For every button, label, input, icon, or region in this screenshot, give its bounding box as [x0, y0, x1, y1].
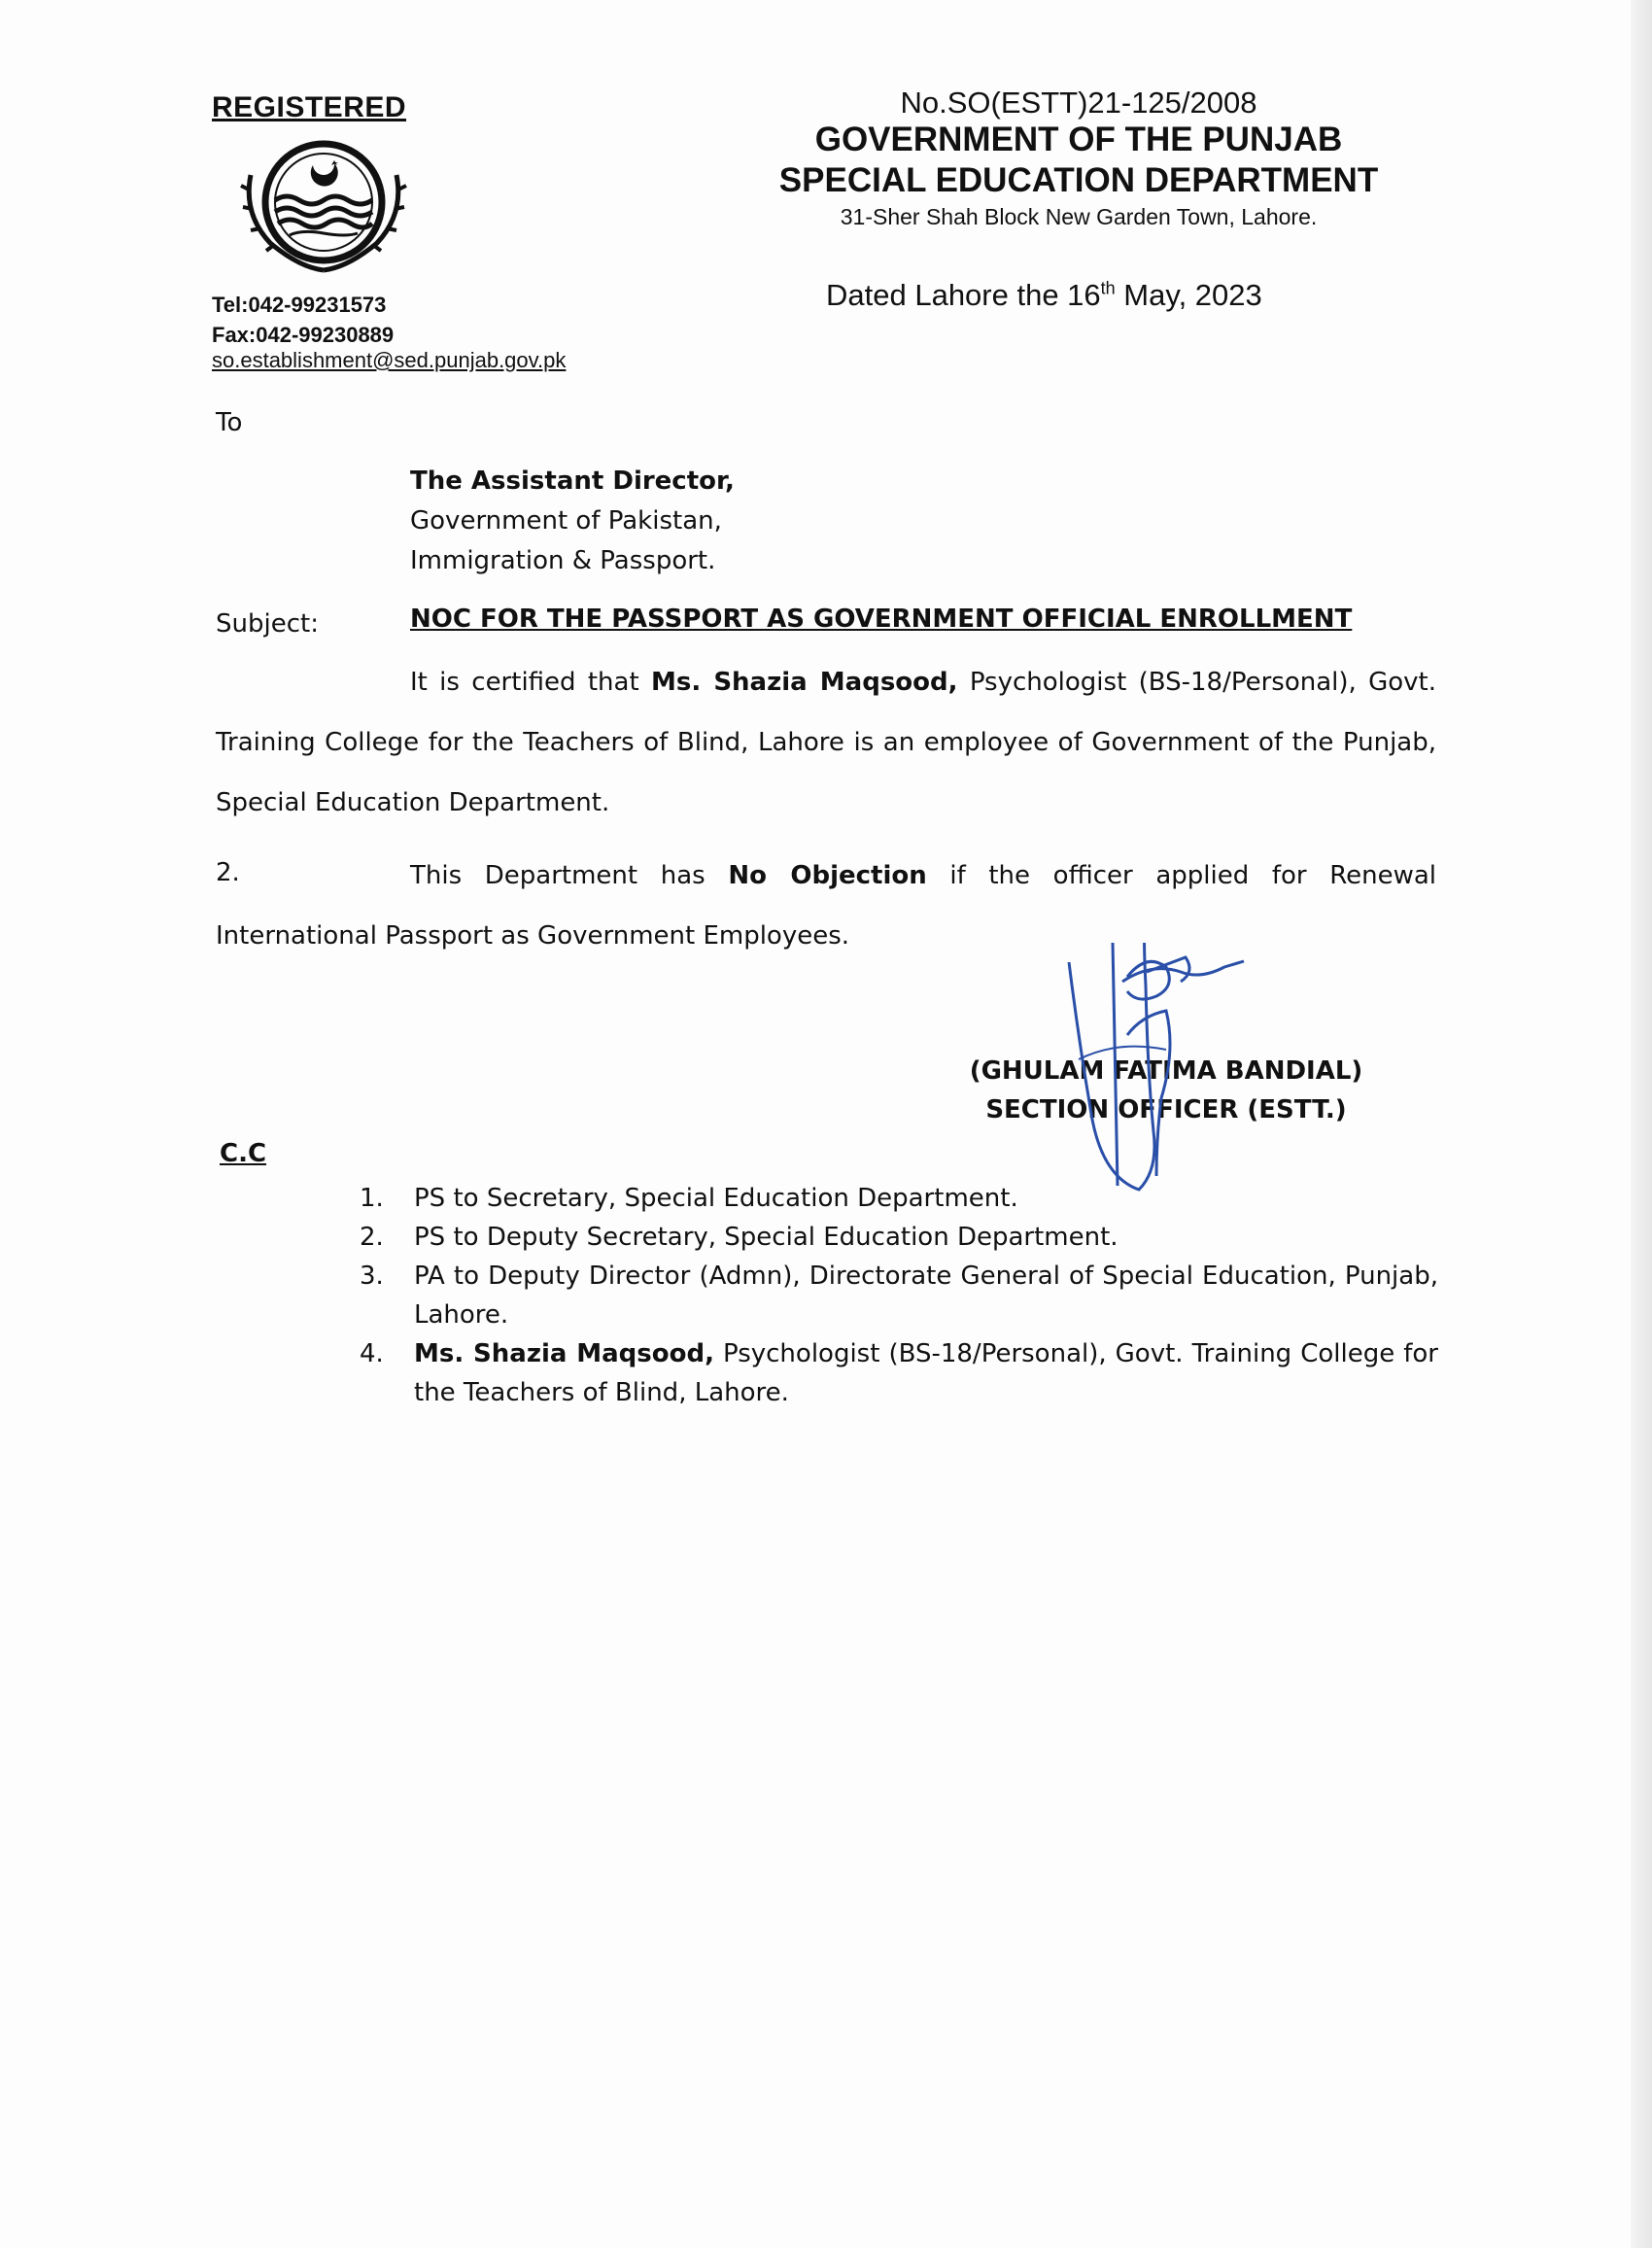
- paragraph-2-rest: if the officer applied for Renewal International Passport as Government Employees.: [216, 861, 1436, 951]
- cc-item: [360, 1257, 1438, 1334]
- paragraph-1-rest: Psychologist (BS-18/Personal), Govt. Training College for the Teachers of Blind, Lahore is an employee of Government of the Punjab, Special Education Department.: [216, 668, 1436, 817]
- recipient-organization: Government of Pakistan,: [410, 506, 722, 536]
- cc-item-number: 2.: [360, 1223, 384, 1252]
- paragraph-1-intro: It is certified that: [410, 668, 651, 697]
- cc-item-name: Ms. Shazia Maqsood,: [414, 1339, 714, 1368]
- subject-text: NOC FOR THE PASSPORT AS GOVERNMENT OFFICIAL ENROLLMENT: [410, 605, 1353, 634]
- recipient-title: The Assistant Director,: [410, 467, 735, 496]
- letter-date: [826, 278, 1262, 313]
- department-address: 31-Sher Shah Block New Garden Town, Lahore.: [840, 204, 1318, 229]
- cc-item-text: Psychologist (BS-18/Personal), Govt. Training College for the Teachers of Blind, Lahore.: [414, 1339, 1438, 1407]
- contact-block: [212, 290, 394, 350]
- page-edge: [1631, 0, 1652, 2248]
- to-label: To: [216, 408, 243, 437]
- cc-item: [360, 1179, 1438, 1218]
- cc-label: C.C: [220, 1139, 267, 1168]
- government-heading: GOVERNMENT OF THE PUNJAB: [814, 121, 1343, 158]
- cc-item-text: PA to Deputy Director (Admn), Directorate General of Special Education, Punjab, Lahore.: [414, 1262, 1438, 1330]
- email-link[interactable]: so.establishment@sed.punjab.gov.pk: [212, 348, 567, 372]
- recipient-office: Immigration & Passport.: [410, 546, 716, 575]
- subject-label: Subject:: [216, 609, 319, 639]
- cc-item-number: 3.: [360, 1262, 384, 1291]
- date-suffix: May, 2023: [1115, 278, 1262, 312]
- paragraph-2-number: 2.: [216, 858, 240, 887]
- fax-number: Fax:042-99230889: [212, 323, 395, 347]
- punjab-emblem-logo: [231, 136, 416, 282]
- date-prefix: Dated Lahore the 16: [826, 278, 1101, 312]
- cc-item: [360, 1218, 1438, 1257]
- date-ordinal: th: [1100, 278, 1116, 298]
- cc-item-number: 1.: [360, 1184, 384, 1213]
- cc-item: [360, 1334, 1438, 1412]
- signatory-name: (GHULAM FATIMA BANDIAL): [969, 1056, 1363, 1086]
- paragraph-2-intro: This Department has: [410, 861, 729, 890]
- cc-item-number: 4.: [360, 1339, 384, 1368]
- paragraph-1: [216, 652, 1436, 833]
- signatory-title: SECTION OFFICER (ESTT.): [985, 1095, 1347, 1124]
- cc-list: [360, 1179, 1438, 1412]
- registered-label: REGISTERED: [212, 91, 407, 123]
- cc-item-text: PS to Deputy Secretary, Special Education Department.: [414, 1223, 1119, 1252]
- cc-item-text: PS to Secretary, Special Education Department.: [414, 1184, 1018, 1213]
- handwritten-signature: [1050, 943, 1263, 1205]
- employee-name: Ms. Shazia Maqsood,: [650, 668, 958, 697]
- reference-number: No.SO(ESTT)21-125/2008: [900, 86, 1257, 120]
- department-heading: SPECIAL EDUCATION DEPARTMENT: [778, 161, 1379, 199]
- telephone-number: Tel:042-99231573: [212, 293, 387, 317]
- no-objection-text: No Objection: [728, 861, 927, 890]
